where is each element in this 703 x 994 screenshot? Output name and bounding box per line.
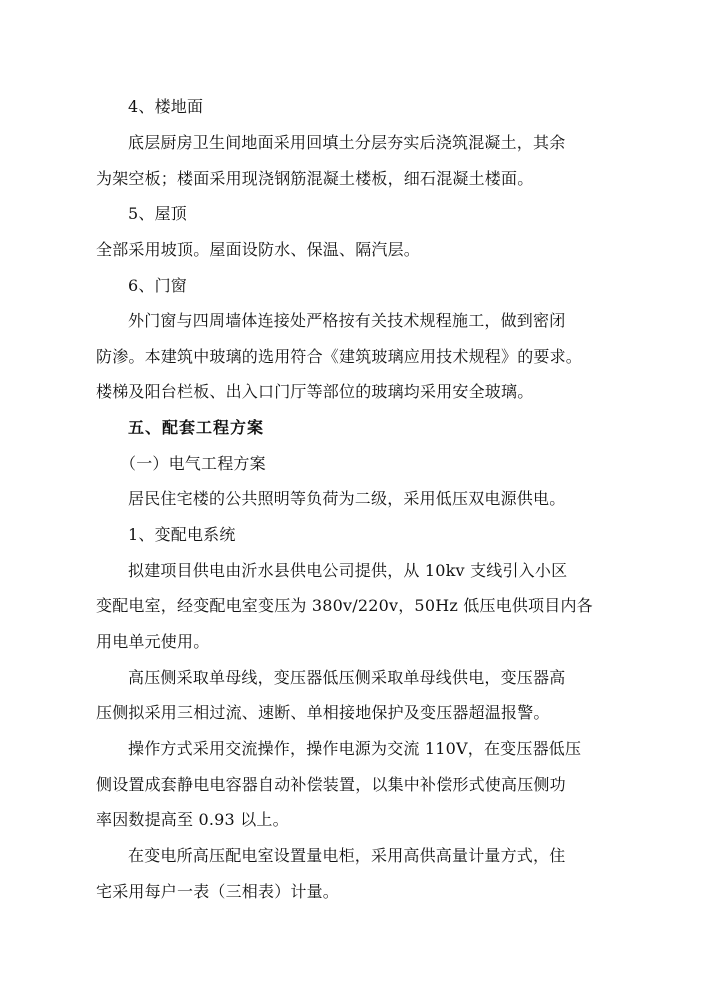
subsection-heading-electrical: （一）电气工程方案 (120, 454, 266, 473)
section-heading-substation: 1、变配电系统 (128, 525, 236, 544)
section-heading-doors-windows: 6、门窗 (128, 276, 187, 295)
section-heading-floor: 4、楼地面 (128, 97, 204, 116)
paragraph-line: 变配电室，经变配电室变压为 380v/220v，50Hz 低压电供项目内各 (96, 596, 593, 615)
paragraph-line: 拟建项目供电由沂水县供电公司提供，从 10kv 支线引入小区 (128, 561, 568, 580)
paragraph-line: 用电单元使用。 (96, 632, 210, 651)
paragraph-line: 操作方式采用交流操作，操作电源为交流 110V，在变压器低压 (128, 739, 582, 758)
paragraph-line: 底层厨房卫生间地面采用回填土分层夯实后浇筑混凝土，其余 (128, 133, 566, 152)
section-heading-roof: 5、屋顶 (128, 204, 187, 223)
paragraph-line: 宅采用每户一表（三相表）计量。 (96, 882, 340, 901)
paragraph-line: 防渗。本建筑中玻璃的选用符合《建筑玻璃应用技术规程》的要求。 (96, 347, 583, 366)
paragraph-line: 楼梯及阳台栏板、出入口门厅等部位的玻璃均采用安全玻璃。 (96, 382, 534, 401)
paragraph-line: 高压侧采取单母线，变压器低压侧采取单母线供电，变压器高 (128, 668, 566, 687)
paragraph-line: 为架空板；楼面采用现浇钢筋混凝土楼板，细石混凝土楼面。 (96, 169, 534, 188)
paragraph-line: 在变电所高压配电室设置量电柜，采用高供高量计量方式，住 (128, 846, 566, 865)
paragraph-line: 率因数提高至 0.93 以上。 (96, 810, 289, 829)
chapter-heading-supporting-works: 五、配套工程方案 (128, 418, 265, 437)
paragraph-line: 外门窗与四周墙体连接处严格按有关技术规程施工，做到密闭 (128, 311, 566, 330)
paragraph-line: 居民住宅楼的公共照明等负荷为二级，采用低压双电源供电。 (128, 489, 566, 508)
paragraph-line: 侧设置成套静电电容器自动补偿装置，以集中补偿形式使高压侧功 (96, 775, 566, 794)
paragraph-line: 压侧拟采用三相过流、速断、单相接地保护及变压器超温报警。 (96, 703, 550, 722)
paragraph-line: 全部采用坡顶。屋面设防水、保温、隔汽层。 (96, 240, 421, 259)
